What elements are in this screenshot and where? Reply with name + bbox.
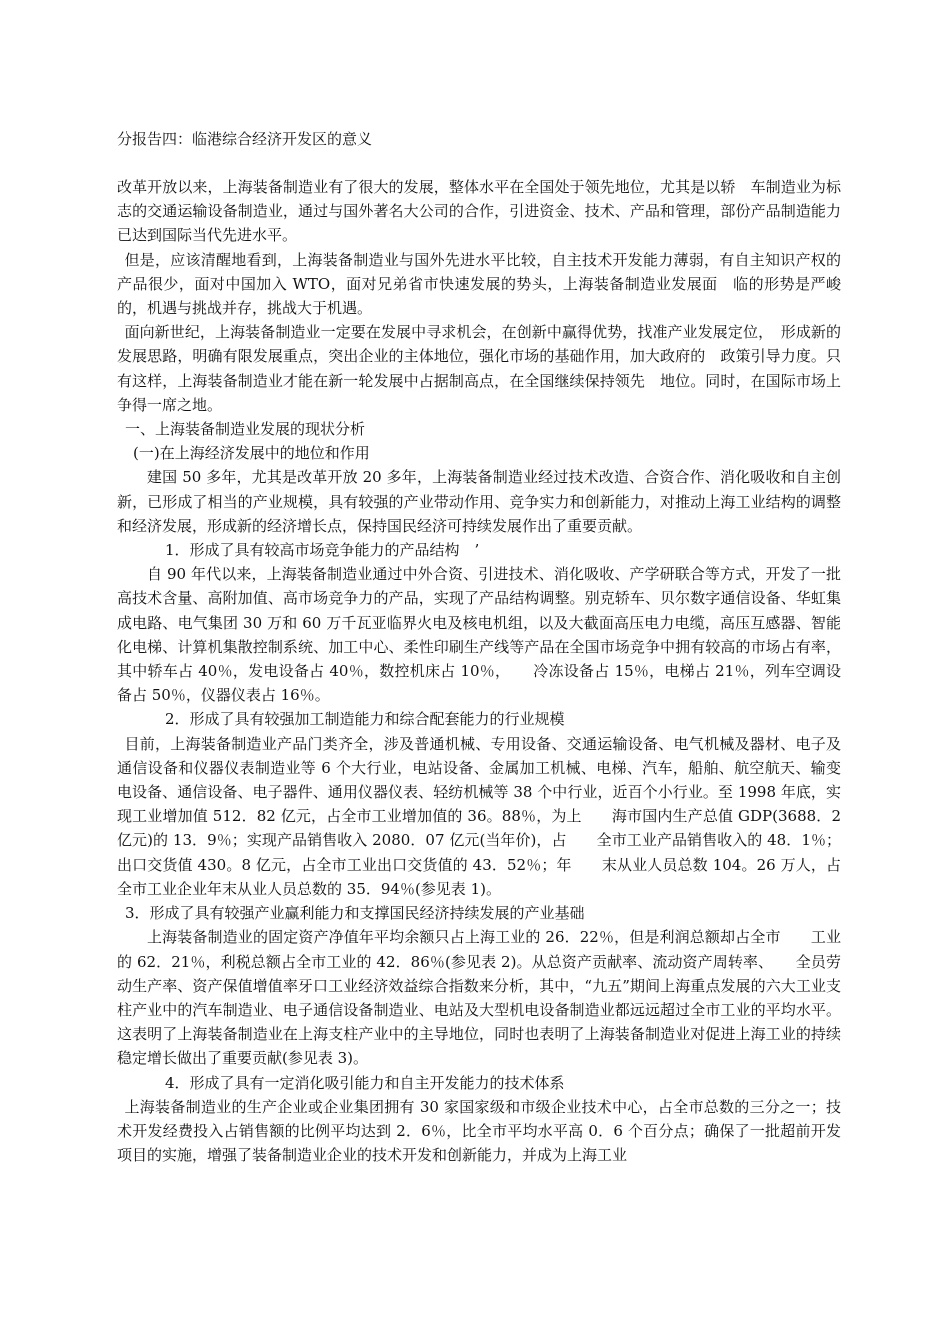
paragraph-new-century: 面向新世纪，上海装备制造业一定要在发展中寻求机会，在创新中赢得优势，找准产业发展定位， 形成新的发展思路，明确有限发展重点，突出企业的主体地位，强化市场的基础作用，加大政府的 政策引导力度。只有这样，上海装备制造业才能在新一轮发展中占据制高点，在全国继续保持领先 地位。同时，在国际市场上争得一席之地。 [117,323,841,414]
report-title: 分报告四：临港综合经济开发区的意义 [117,130,373,148]
paragraph-technology: 上海装备制造业的生产企业或企业集团拥有 30 家国家级和市级企业技术中心，占全市总数的三分之一；技术开发经费投入占销售额的比例平均达到 2．6％，比全市平均水平高 0．6 个百分点；确保了一批超前开发项目的实施，增强了装备制造业企业的技术开发和创新能力，并成为上海工业 [117,1097,841,1165]
paragraph-intro: 改革开放以来，上海装备制造业有了很大的发展，整体水平在全国处于领先地位，尤其是以轿 车制造业为标志的交通运输设备制造业，通过与国外著名大公司的合作，引进资金、技术、产品和管理，部份产品制造能力已达到国际当代先进水平。 [117,178,841,245]
paragraph-products: 自 90 年代以来，上海装备制造业通过中外合资、引进技术、消化吸收、产学研联合等方式，开发了一批高技术含量、高附加值、高市场竞争力的产品，实现了产品结构调整。别克轿车、贝尔数字通信设备、华虹集成电路、电气集团 30 万和 60 万千瓦亚临界火电及核电机组，以及大截面高压电力电缆，高压互感器、智能化电梯、计算机集散控制系统、加工中心、柔性印刷生产线等产品在全国市场竞争中拥有较高的市场占有率，其中轿车占 40％，发电设备占 40％，数控机床占 10％， 冷冻设备占 15％，电梯占 21％，列车空调设备占 50％，仪器仪表占 16％。 [117,565,841,705]
paragraph-founding: 建国 50 多年，尤其是改革开放 20 多年，上海装备制造业经过技术改造、合资合作、消化吸收和自主创新，已形成了相当的产业规模，具有较强的产业带动作用、竞争实力和创新能力，对推动上海工业结构的调整和经济发展，形成新的经济增长点，保持国民经济可持续发展作出了重要贡献。 [117,468,841,535]
point-heading-3: 3．形成了具有较强产业赢利能力和支撑国民经济持续发展的产业基础 [125,904,585,923]
point-heading-2: 2．形成了具有较强加工制造能力和综合配套能力的行业规模 [165,710,565,729]
section-heading-1: 一、上海装备制造业发展的现状分析 [125,420,366,439]
point-heading-1: 1．形成了具有较高市场竞争能力的产品结构 ’ [165,541,480,560]
point-heading-4: 4．形成了具有一定消化吸引能力和自主开发能力的技术体系 [165,1073,565,1092]
document-page [117,127,846,1167]
paragraph-challenges: 但是，应该清醒地看到，上海装备制造业与国外先进水平比较，自主技术开发能力薄弱，有自主知识产权的产品很少，面对中国加入 WTO，面对兄弟省市快速发展的势头，上海装备制造业发展面 临的形势是严峻的，机遇与挑战并存，挑战大于机遇。 [117,250,841,318]
paragraph-industry-scale: 目前，上海装备制造业产品门类齐全，涉及普通机械、专用设备、交通运输设备、电气机械及器材、电子及通信设备和仪器仪表制造业等 6 个大行业，电站设备、金属加工机械、电梯、汽车，船舶、航空航天、输变电设备、通信设备、电子器件、通用仪器仪表、轻纺机械等 38 个中行业，近百个小行业。至 1998 年底，实现工业增加值 512．82 亿元，占全市工业增加值的 36。88％，为上 海市国内生产总值 GDP(3688．2 亿元)的 13．9％；实现产品销售收入 2080．07 亿元(当年价)，占 全市工业产品销售收入的 48．1％；出口交货值 430。8 亿元，占全市工业出口交货值的 43．52％；年 末从业人员总数 104。26 万人，占全市工业企业年末从业人员总数的 35．94％(参见表 1)。 [117,734,846,898]
subsection-heading-1: (一)在上海经济发展中的地位和作用 [133,444,370,463]
paragraph-profitability: 上海装备制造业的固定资产净值年平均余额只占上海工业的 26．22％，但是利润总额却占全市 工业的 62．21％，利税总额占全市工业的 42．86％(参见表 2)。从总资产贡献率、流动资产周转率、 全员劳动生产率、资产保值增值率牙口工业经济效益综合指数来分析，其中，“九五”期间上海重点发展的六大工业支柱产业中的汽车制造业、电子通信设备制造业、电站及大型机电设备制造业都远远超过全市工业的平均水平。这表明了上海装备制造业在上海支柱产业中的主导地位，同时也表明了上海装备制造业对促进上海工业的持续稳定增长做出了重要贡献(参见表 3)。 [117,928,841,1068]
